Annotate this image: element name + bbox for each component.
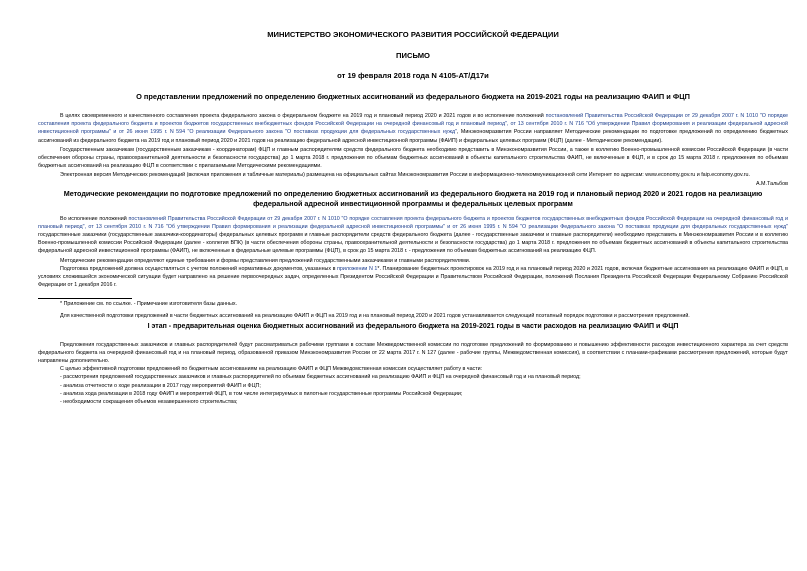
methodology-title: Методические рекомендации по подготовке предложений по определению бюджетных ассигнований из федерального бюджета на 2019 год и плановый период 2020 и 2021 годов на реализацию федеральной адресной инвестиционной программы и федеральных целевых программ	[63, 188, 763, 208]
footnote: * Приложение см. по ссылке. - Примечание изготовителя базы данных.	[60, 301, 237, 308]
ministry-name: МИНИСТЕРСТВО ЭКОНОМИЧЕСКОГО РАЗВИТИЯ РОССИЙСКОЙ ФЕДЕРАЦИИ	[267, 30, 559, 39]
appendix-1-link[interactable]: приложении N 1	[337, 265, 378, 272]
letter-p1-link[interactable]: постановлений Правительства Российской Федерации от 29 декабря 2007 г. N 1010 "О порядке составления проекта федерального бюджета и проектов бюджетов государственных внебюджетных фондов Российской Федерации на очередной финансовый год и плановый период", от 13 сентября 2010 г. N 716 "Об утверждении Правил формирования и реализации федеральной адресной инвестиционной программы" и от 26 июня 1995 г. N 594 "О реализации Федерального закона "О поставках продукции для федеральных государственных нужд"	[38, 113, 788, 136]
letter-paragraph-1	[38, 112, 788, 145]
list-item: - рассмотрения предложений государственных заказчиков и главных распорядителей по объемам бюджетных ассигнований на реализацию ФАИП и ФЦП на очередной финансовый год и на плановый период;	[60, 374, 581, 381]
list-item: - анализа хода реализации в 2018 году ФАИП и мероприятий ФЦП, в том числе интегрируемых в пилотные государственные программы Российской Федерации;	[60, 390, 463, 397]
method-p1-text-b: государственные заказчики (государственные заказчики-координаторы) федеральных целевых программ и главные распорядители средств федерального бюджета (далее - государственные заказчики и главные распорядители) необходимо представить в Минэкономразвития России и в коллегию Военно-промышленной комиссии Российской Федерации (далее - коллегия ВПК) (в части обеспечения обороны страны, правоохранительной деятельности и безопасности государства) до 1 марта 2018 г. предложения по объемам бюджетных ассигнований в объекты капитального строительства федеральной адресной инвестиционной программы (ФАИП), не включенные в федеральные целевые программы (ФЦП), в срок до 15 марта 2018 г. - предложения по объемам бюджетных ассигнований на реализацию ФЦП.	[38, 232, 788, 255]
document-date-number: от 19 февраля 2018 года N 4105-АТ/Д17и	[337, 71, 489, 80]
method-p1-link[interactable]: постановлений Правительства Российской Федерации от 29 декабря 2007 г. N 1010 "О порядке составления проекта федерального бюджета и проектов бюджетов государственных внебюджетных фондов Российской Федерации на очередной финансовый год и плановый период", от 13 сентября 2010 г. N 716 "Об утверждении Правил формирования и реализации федеральной адресной инвестиционной программы" и от 26 июня 1995 г. N 594 "О реализации Федерального закона "О поставках продукции для федеральных государственных нужд"	[38, 215, 789, 230]
method-paragraph-3	[38, 265, 788, 290]
method-paragraph-1	[38, 215, 788, 256]
letter-paragraph-3: Электронная версия Методических рекомендаций (включая приложения и табличные материалы) размещена на официальных сайтах Минэкономразвития России в информационно-телекоммуникационной сети Интернет по адресам: www.economy.gov.ru и faip.economy.gov.ru.	[60, 172, 751, 179]
method-p1-text-a: Во исполнение положений	[60, 215, 129, 222]
letter-p1-text-b: , Минэкономразвития России направляет Методические рекомендации по подготовке предложений по определению бюджетных ассигнований из федерального бюджета на 2019 год и плановый период 2020 и 2021 годов на реализацию федеральной адресной инвестиционной программы (ФАИП) и федеральных целевых программ (ФЦП) (далее - Методические рекомендации).	[38, 129, 788, 144]
method-paragraph-5: Предложения государственных заказчиков и главных распорядителей будут рассматриваться рабочими группами в составе Межведомственной комиссии по подготовке предложений по формированию и повышению эффективности расходов инвестиционного характера за счет средств федерального бюджета на очередной финансовый год и на плановый период, образованной приказом Минэкономразвития России от 22 марта 2017 г. N 127 (далее - рабочие группы, Межведомственная комиссия), в соответствии с планами-графиками рассмотрения предложений, которые будут направлены дополнительно.	[38, 341, 788, 365]
stage-1-heading: I этап - предварительная оценка бюджетных ассигнований из федерального бюджета на 2019-2021 годы в части расходов на реализацию ФАИП и ФЦП	[147, 322, 679, 330]
letter-p1-text-a: В целях своевременного и качественного составления проекта федерального закона о федеральном бюджете на 2019 год и плановый период 2020 и 2021 годов и во исполнение положений	[60, 113, 546, 119]
list-item: - необходимости сокращения объемов незавершенного строительства;	[60, 399, 238, 406]
signature: А.М.Тальбов	[755, 180, 788, 187]
document-subject: О представлении предложений по определению бюджетных ассигнований из федерального бюджета на 2019-2021 годы на реализацию ФАИП и ФЦП	[136, 92, 690, 101]
method-paragraph-4: Для качественной подготовки предложений в части бюджетных ассигнований на реализацию ФАИП и ФЦП на 2019 год и на плановый период 2020 и 2021 годов устанавливается следующий поэтапный порядок подготовки и рассмотрения предложений.	[60, 313, 690, 320]
list-item: - анализа отчетности о ходе реализации в 2017 году мероприятий ФАИП и ФЦП;	[60, 382, 261, 389]
letter-paragraph-2: Государственным заказчикам (государственным заказчикам - координаторам) ФЦП и главным распорядителям средств федерального бюджета необходимо представить в Минэкономразвития России, а также в коллегию Военно-промышленной комиссии Российской Федерации (в части обеспечения обороны страны, правоохранительной деятельности и безопасности государства) до 1 марта 2018 г. предложения по объемам бюджетных ассигнований в объекты капитального строительства ФАИП, не включенные в ФЦП, и в срок до 15 марта 2018 г. предложения по объемам бюджетных ассигнований на реализацию ФЦП в соответствии с прилагаемыми Методическими рекомендациями.	[38, 146, 788, 170]
method-p3-text-a: Подготовка предложений должна осуществляться с учетом положений нормативных документов, указанных в	[60, 265, 337, 272]
footnote-separator	[38, 298, 132, 299]
document-page	[38, 30, 788, 406]
method-paragraph-6: С целью эффективной подготовки предложений по бюджетным ассигнованиям на реализацию ФАИП и ФЦП Межведомственная комиссия осуществляет работу в части:	[60, 366, 483, 373]
document-type: ПИСЬМО	[396, 51, 430, 60]
method-p3-text-b: *. Планирование бюджетных проектировок на 2019 год и на плановый период 2020 и 2021 годов, включая бюджетные ассигнования на реализацию ФАИП и ФЦП, в условиях сложившейся экономической ситуации будет направлено на решение первоочередных задач, определенных Президентом Российской Федерации и Правительством Российской Федерации, положений Послания Президента Российской Федерации Федеральному Собранию Российской Федерации от 1 декабря 2016 г.	[38, 265, 788, 289]
method-paragraph-2: Методические рекомендации определяют единые требования и формы представления предложений государственными заказчиками и главными распорядителями.	[60, 257, 471, 264]
